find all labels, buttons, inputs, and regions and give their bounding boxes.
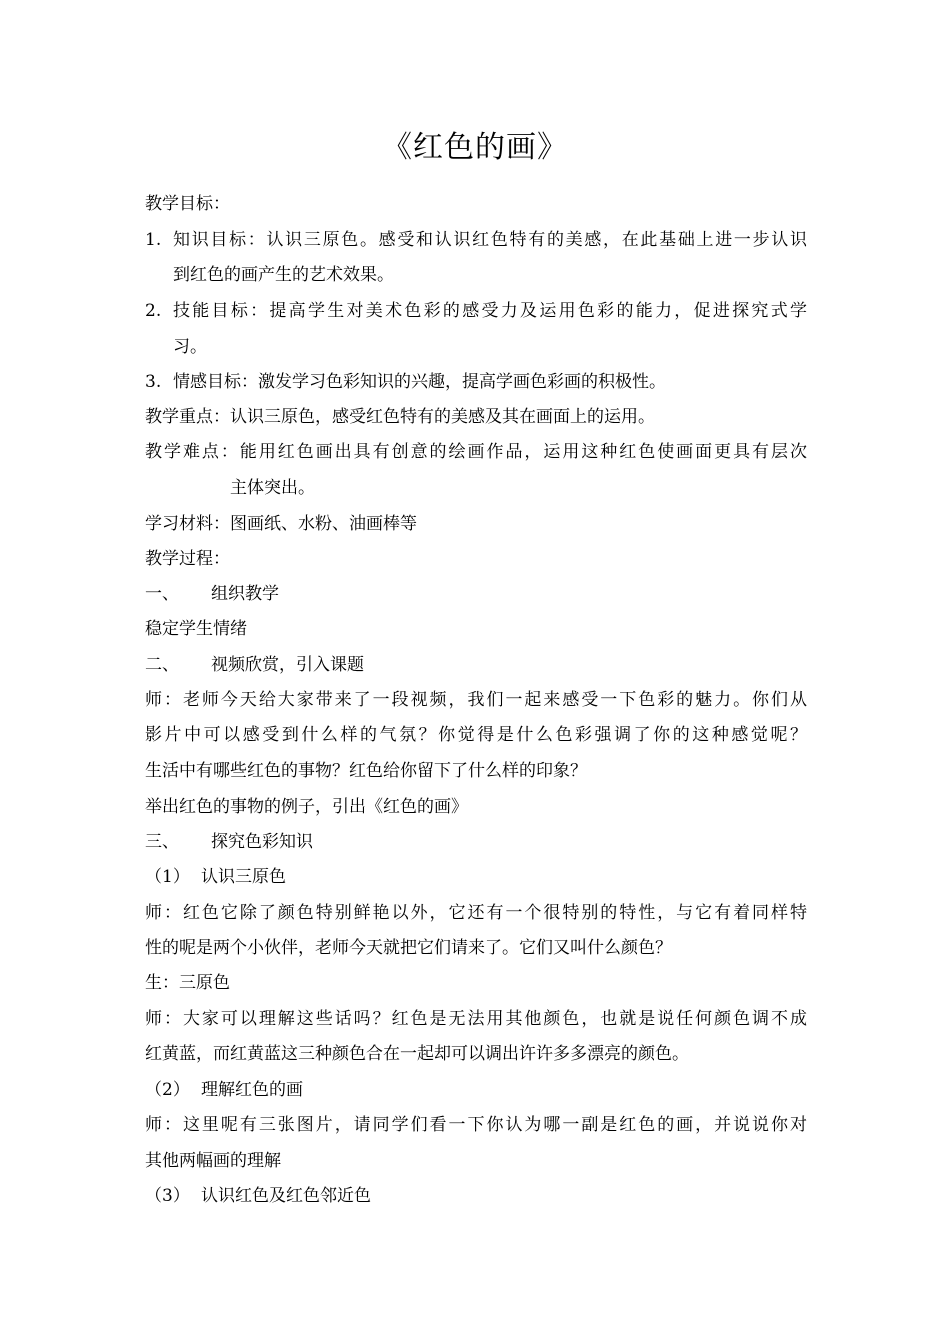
section-3-number: 三、 — [145, 832, 179, 852]
teaching-process-heading: 教学过程： — [145, 549, 230, 569]
teaching-goals-heading: 教学目标： — [145, 194, 230, 214]
subsection-3-title: 认识红色及红色邻近色 — [201, 1186, 371, 1206]
goal-1 — [145, 228, 807, 252]
paragraph-line: 师：大家可以理解这些话吗？红色是无法用其他颜色，也就是说任何颜色调不成 — [145, 1009, 807, 1029]
goal-1-continued: 到红色的画产生的艺术效果。 — [173, 265, 394, 285]
goal-2-number: 2. — [145, 301, 162, 321]
paragraph-line: 师：老师今天给大家带来了一段视频，我们一起来感受一下色彩的魅力。你们从 — [145, 690, 807, 710]
paragraph-line: 性的呢是两个小伙伴，老师今天就把它们请来了。它们又叫什么颜色？ — [145, 938, 672, 958]
paragraph-line: 影片中可以感受到什么样的气氛？你觉得是什么色彩强调了你的这种感觉呢？ — [145, 725, 807, 745]
paragraph-line: 红黄蓝，而红黄蓝这三种颜色合在一起却可以调出许许多多漂亮的颜色。 — [145, 1044, 689, 1064]
section-2-title: 视频欣赏，引入课题 — [211, 655, 364, 675]
goal-1-number: 1. — [145, 230, 162, 250]
goal-2-text: 技能目标：提高学生对美术色彩的感受力及运用色彩的能力，促进探究式学 — [173, 301, 807, 321]
goal-1-text: 知识目标：认识三原色。感受和认识红色特有的美感，在此基础上进一步认识 — [173, 230, 807, 250]
paragraph-line: 师：红色它除了颜色特别鲜艳以外，它还有一个很特别的特性，与它有着同样特 — [145, 903, 807, 923]
section-1-heading — [145, 582, 279, 606]
subsection-2-heading — [145, 1078, 303, 1102]
goal-3-number: 3. — [145, 372, 162, 392]
teaching-difficulty: 教学难点：能用红色画出具有创意的绘画作品，运用这种红色使画面更具有层次 — [145, 442, 807, 462]
paragraph-line: 举出红色的事物的例子，引出《红色的画》 — [145, 797, 468, 817]
subsection-3-heading — [145, 1184, 371, 1208]
goal-3 — [145, 370, 666, 394]
section-2-number: 二、 — [145, 655, 179, 675]
section-2-heading — [145, 653, 364, 677]
paragraph-line: 生活中有哪些红色的事物？红色给你留下了什么样的印象？ — [145, 761, 587, 781]
section-3-title: 探究色彩知识 — [211, 832, 313, 852]
section-1-body: 稳定学生情绪 — [145, 619, 247, 639]
paragraph-line: 师：这里呢有三张图片，请同学们看一下你认为哪一副是红色的画，并说说你对 — [145, 1115, 807, 1135]
subsection-1-title: 认识三原色 — [201, 867, 286, 887]
subsection-1-number: （1） — [145, 867, 190, 887]
section-1-number: 一、 — [145, 584, 179, 604]
learning-materials: 学习材料：图画纸、水粉、油画棒等 — [145, 514, 417, 534]
subsection-1-heading — [145, 865, 286, 889]
subsection-3-number: （3） — [145, 1186, 190, 1206]
paragraph-line: 生：三原色 — [145, 973, 230, 993]
teaching-focus: 教学重点：认识三原色，感受红色特有的美感及其在画面上的运用。 — [145, 407, 655, 427]
teaching-difficulty-continued: 主体突出。 — [230, 478, 315, 498]
subsection-2-title: 理解红色的画 — [201, 1080, 303, 1100]
goal-3-text: 情感目标：激发学习色彩知识的兴趣，提高学画色彩画的积极性。 — [173, 372, 666, 392]
goal-2 — [145, 299, 807, 323]
document-title: 《红色的画》 — [382, 130, 568, 165]
section-1-title: 组织教学 — [211, 584, 279, 604]
goal-2-continued: 习。 — [173, 337, 207, 357]
paragraph-line: 其他两幅画的理解 — [145, 1151, 281, 1171]
section-3-heading — [145, 830, 313, 854]
subsection-2-number: （2） — [145, 1080, 190, 1100]
